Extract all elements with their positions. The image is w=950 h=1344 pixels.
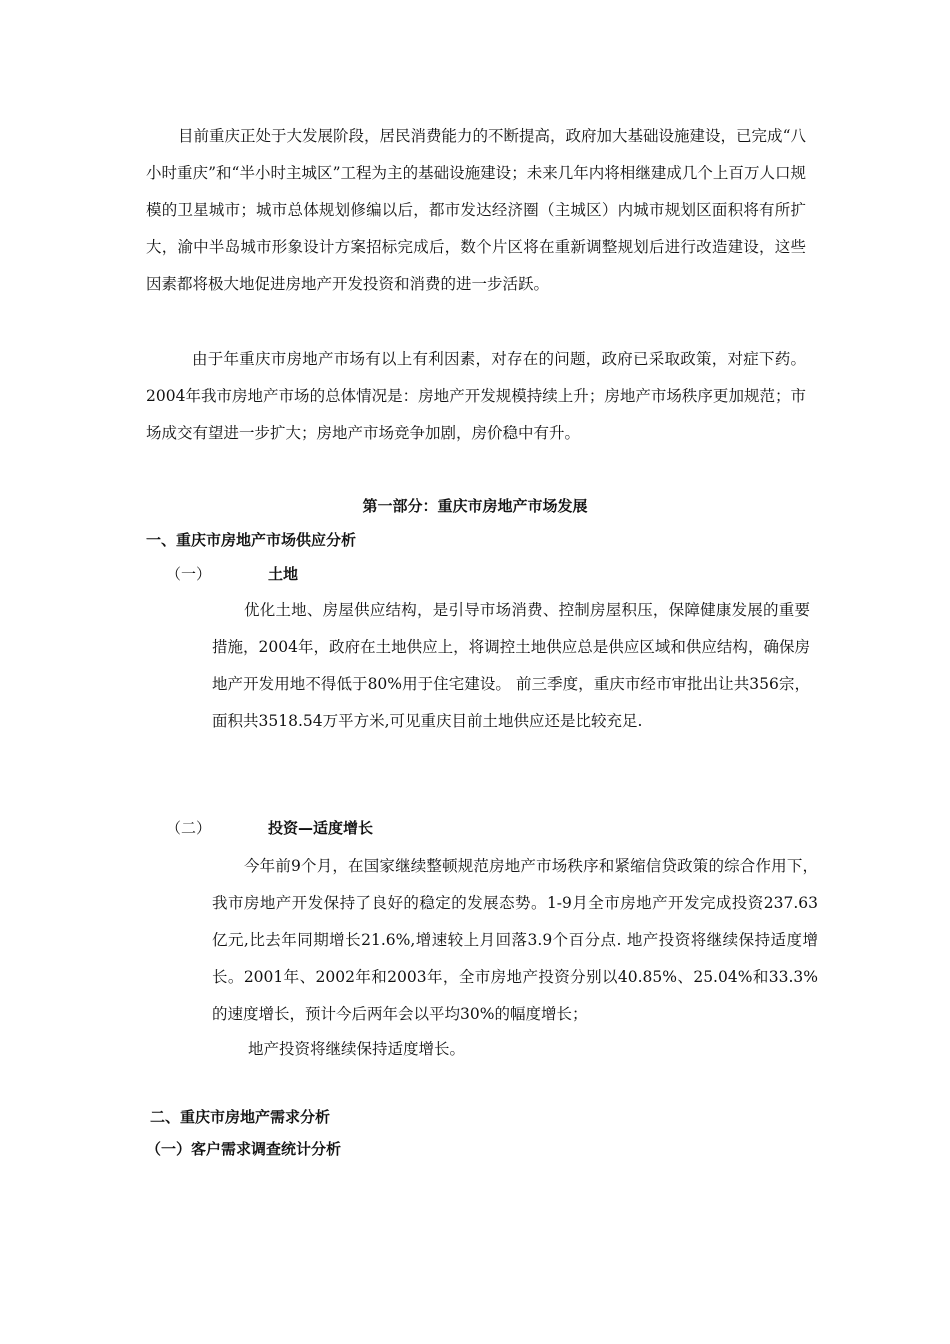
subsection-title: 土地	[268, 565, 299, 583]
investment-paragraph: 今年前9个月，在国家继续整顿规范房地产市场秩序和紧缩信贷政策的综合作用下，我市房地产开发保持了良好的稳定的发展态势。1-9月全市房地产开发完成投资237.63亿元,比去年同期增长21.6%,增速较上月回落3.9个百分点. 地产投资将继续保持适度增长。2001年、2002年和2003年，全市房地产投资分别以40.85%、25.04%和33.3%的速度增长，预计今后两年会以平均30%的幅度增长；	[212, 857, 818, 1023]
intro-paragraph-2: 由于年重庆市房地产市场有以上有利因素，对存在的问题，政府已采取政策，对症下药。2004年我市房地产市场的总体情况是：房地产开发规模持续上升；房地产市场秩序更加规范；市场成交有望进一步扩大；房地产市场竞争加剧，房价稳中有升。	[146, 350, 806, 442]
land-paragraph: 优化土地、房屋供应结构，是引导市场消费、控制房屋积压，保障健康发展的重要措施，2004年，政府在土地供应上，将调控土地供应总是供应区域和供应结构，确保房地产开发用地不得低于80%用于住宅建设。 前三季度，重庆市经市审批出让共356宗，面积共3518.54万平方米,可见重庆目前土地供应还是比较充足.	[212, 601, 810, 730]
part-title: 第一部分：重庆市房地产市场发展	[362, 497, 588, 515]
subsection-number: （一）	[166, 565, 212, 583]
subsection-title: 投资—适度增长	[268, 819, 374, 837]
subsection-number: （二）	[166, 819, 212, 837]
section-2-heading: 二、重庆市房地产需求分析	[150, 1108, 331, 1126]
section-1-heading: 一、重庆市房地产市场供应分析	[146, 531, 357, 549]
intro-paragraph-1: 目前重庆正处于大发展阶段，居民消费能力的不断提高，政府加大基础设施建设，已完成“八小时重庆”和“半小时主城区”工程为主的基础设施建设；未来几年内将相继建成几个上百万人口规模的卫星城市；城市总体规划修编以后，都市发达经济圈（主城区）内城市规划区面积将有所扩大，渝中半岛城市形象设计方案招标完成后，数个片区将在重新调整规划后进行改造建设，这些因素都将极大地促进房地产开发投资和消费的进一步活跃。	[146, 127, 806, 293]
subsection-investment-heading	[166, 817, 566, 839]
investment-tail-line: 地产投资将继续保持适度增长。	[248, 1040, 466, 1058]
subsection-land-heading	[166, 563, 566, 585]
section-2-subsection-heading: （一）客户需求调查统计分析	[146, 1140, 342, 1158]
